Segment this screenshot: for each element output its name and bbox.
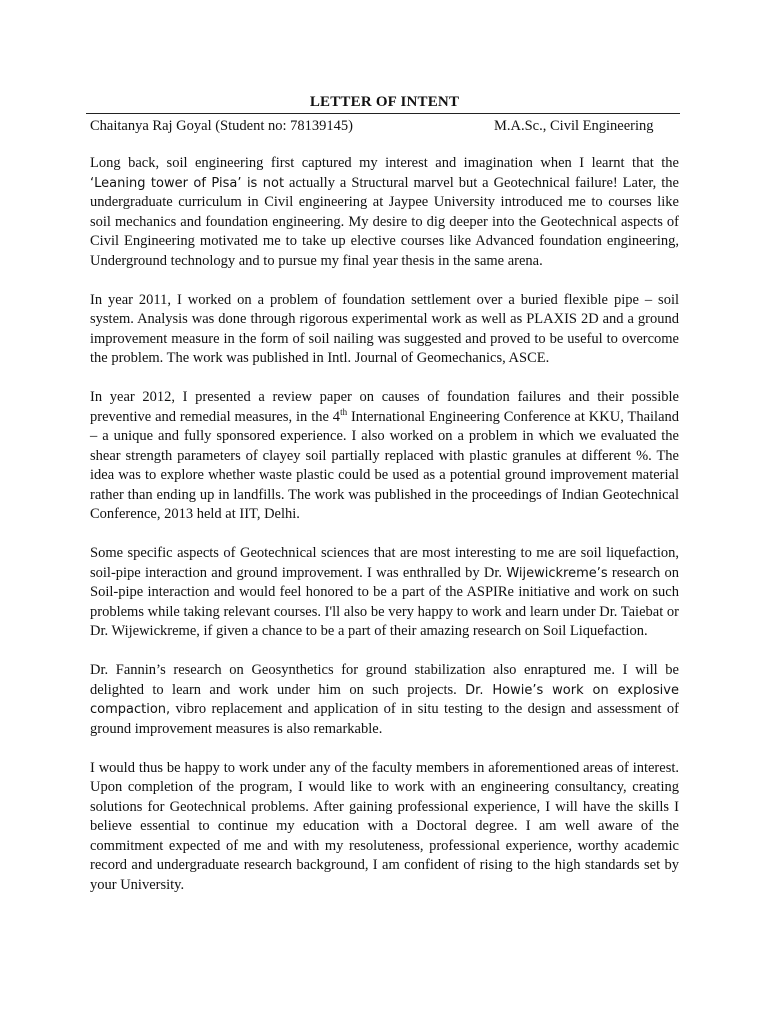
paragraph-1-part-c: actually a Structural marvel but a Geotechnical failure! Later, the undergraduate curriculum in Civil engineering at Jaypee University introduced me to courses like soil mechanics and foundation engineering. My desire to dig deeper into the Geotechnical aspects of Civil Engineering motivated me to take up elective courses like Advanced foundation engineering, Underground technology and to pursue my final year thesis in the same arena. (90, 174, 679, 269)
document-title: LETTER OF INTENT (309, 94, 460, 110)
paragraph-3-superscript: th (340, 406, 348, 417)
paragraph-3 (90, 388, 679, 525)
paragraph-5-part-c: vibro replacement and application of in situ testing to the design and assessment of ground improvement measures is also remarkable. (90, 701, 679, 737)
title-underline (86, 113, 680, 114)
paragraph-1 (90, 154, 679, 271)
program-name: M.A.Sc., Civil Engineering (494, 118, 654, 134)
paragraph-4-part-c: research on Soil-pipe interaction and would feel honored to be a part of the ASPIRe initiative and work on such problems while taking relevant courses. I'll also be very happy to work and learn under Dr. Taiebat or Dr. Wijewickreme, if given a chance to be a part of their amazing research on Soil Liquefaction. (90, 564, 679, 639)
paragraph-1-part-a: Long back, soil engineering first captured my interest and imagination when I learnt that the (90, 155, 679, 171)
author-name: Chaitanya Raj Goyal (Student no: 78139145) (90, 118, 353, 134)
paragraph-5-emphasis: Dr. Howie’s work on explosive compaction, (90, 682, 679, 717)
paragraph-6: I would thus be happy to work under any of the faculty members in aforementioned areas of interest. Upon completion of the program, I would like to work with an engineering consultancy, creating solutions for Geotechnical problems. After gaining professional experience, I will have the skills I believe essential to continue my education with a Doctoral degree. I am well aware of the commitment expected of me and with my resoluteness, professional experience, worthy academic record and undergraduate research background, I am confident of rising to the high standards set by your University. (90, 759, 679, 893)
paragraph-5 (90, 661, 679, 739)
letter-body (90, 154, 679, 915)
paragraph-4 (90, 544, 679, 642)
paragraph-4-part-a: Some specific aspects of Geotechnical sciences that are most interesting to me are soil liquefaction, soil-pipe interaction and ground improvement. I was enthralled by Dr. (90, 545, 679, 581)
paragraph-3-part-c: International Engineering Conference at KKU, Thailand – a unique and fully sponsored experience. I also worked on a problem in which we evaluated the shear strength parameters of clayey soil partially replaced with plastic granules at different %. The idea was to explore whether waste plastic could be used as a potential ground improvement material rather than ending up in landfills. The work was published in the proceedings of Indian Geotechnical Conference, 2013 held at IIT, Delhi. (90, 408, 680, 522)
paragraph-3-part-a: In year 2012, I presented a review paper on causes of foundation failures and their possible preventive and remedial measures, in the 4 (90, 389, 679, 425)
paragraph-5-part-a: Dr. Fannin’s research on Geosynthetics for ground stabilization also enraptured me. I will be delighted to learn and work under him on such projects. (90, 662, 679, 698)
paragraph-4-emphasis: Wijewickreme’s (506, 565, 608, 581)
paragraph-2: In year 2011, I worked on a problem of foundation settlement over a buried flexible pipe – soil system. Analysis was done through rigorous experimental work as well as PLAXIS 2D and a ground improvement measure in the form of soil nailing was suggested and proved to be useful to overcome the problem. The work was published in Intl. Journal of Geomechanics, ASCE. (90, 291, 679, 366)
paragraph-1-emphasis: ‘Leaning tower of Pisa’ is not (90, 175, 285, 191)
